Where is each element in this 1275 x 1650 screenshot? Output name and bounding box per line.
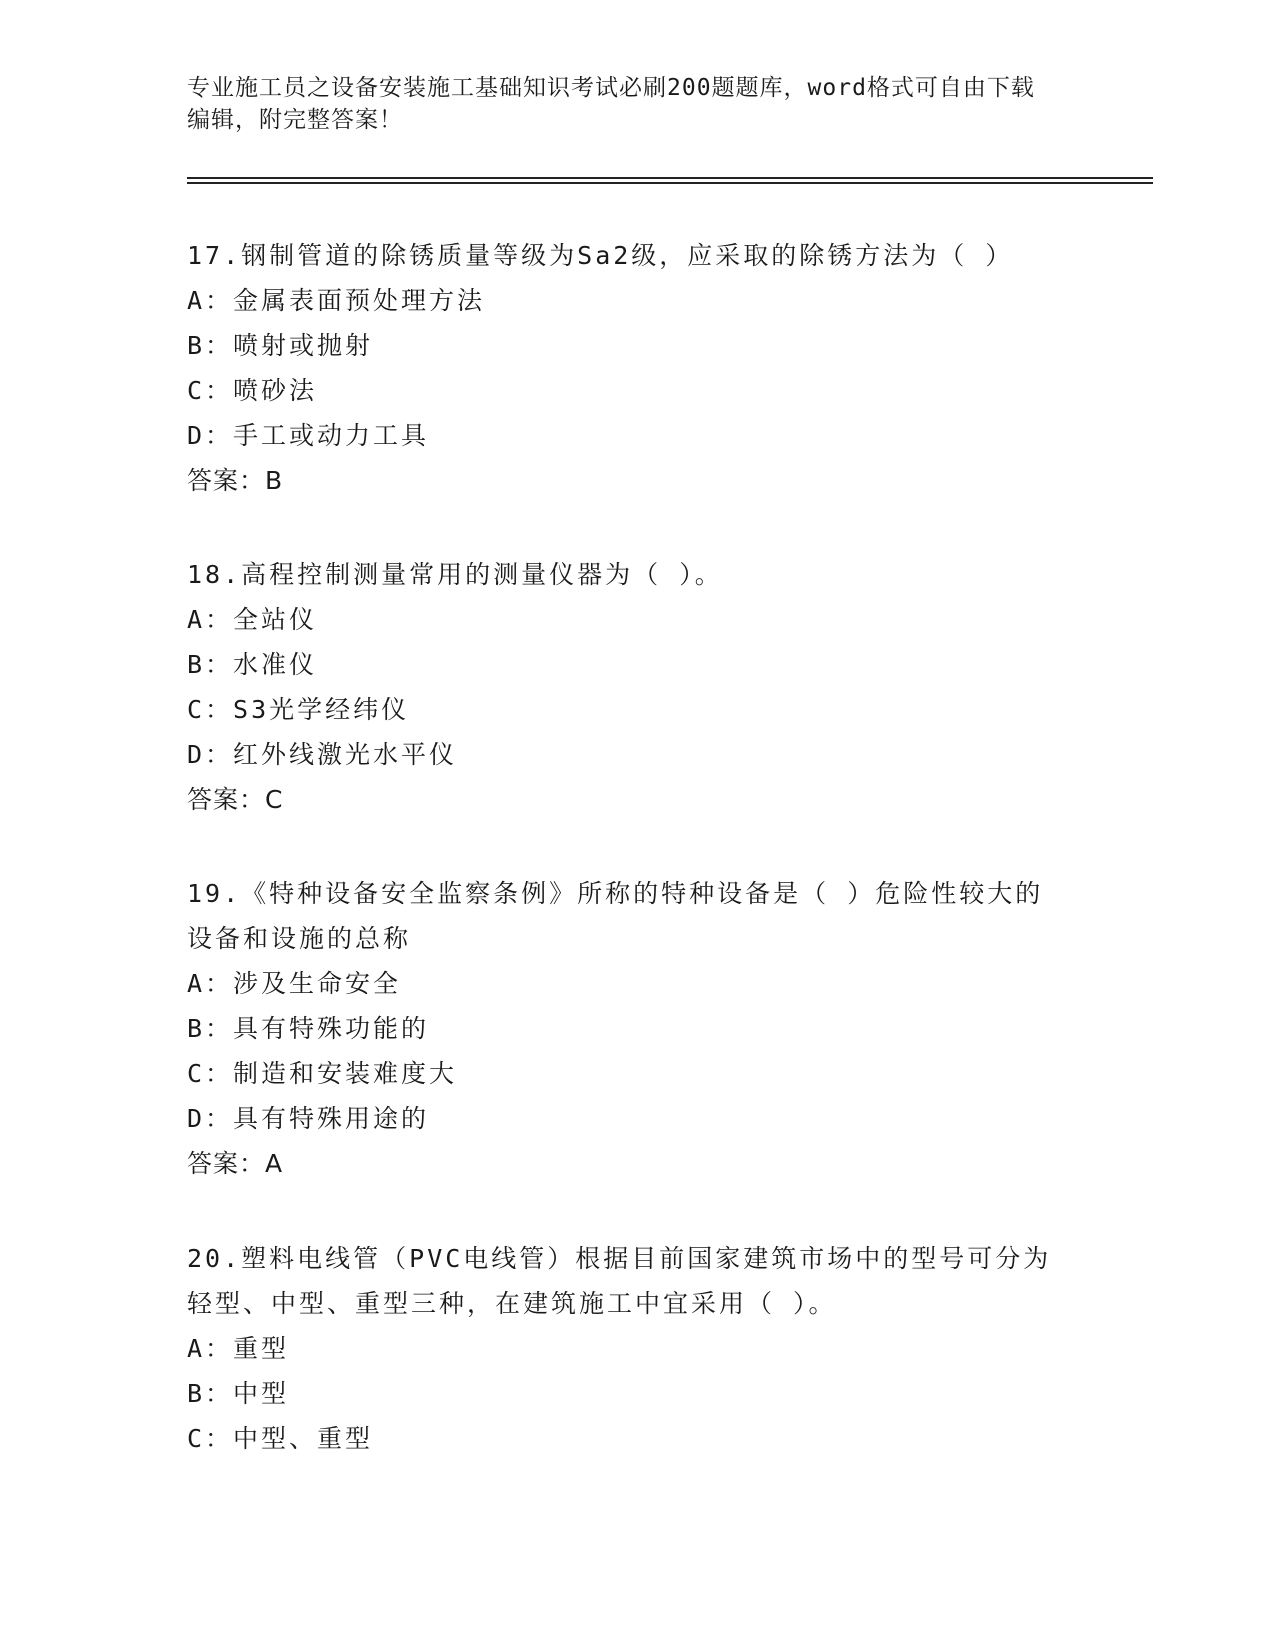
- option-b: B：水准仪: [187, 650, 318, 679]
- header-line-1: 专业施工员之设备安装施工基础知识考试必刷200题题库，word格式可自由下载: [187, 75, 1035, 101]
- question-18: [187, 552, 1087, 822]
- answer-line: 答案：B: [187, 466, 284, 495]
- question-stem: 17.钢制管道的除锈质量等级为Sa2级，应采取的除锈方法为（ ）: [187, 241, 1014, 270]
- header-divider-bottom: [187, 182, 1153, 184]
- question-20: [187, 1236, 1087, 1461]
- option-b: B：中型: [187, 1379, 290, 1408]
- option-d: D：具有特殊用途的: [187, 1104, 430, 1133]
- option-d: D：红外线激光水平仪: [187, 740, 458, 769]
- question-19: [187, 871, 1087, 1186]
- question-stem-line-2: 轻型、中型、重型三种，在建筑施工中宜采用（ ）。: [187, 1289, 837, 1318]
- option-b: B：喷射或抛射: [187, 331, 374, 360]
- question-17: [187, 233, 1087, 503]
- option-c: C：中型、重型: [187, 1424, 374, 1453]
- question-stem-line-2: 设备和设施的总称: [187, 924, 412, 953]
- option-a: A：金属表面预处理方法: [187, 286, 486, 315]
- answer-line: 答案：A: [187, 1149, 284, 1178]
- question-stem: 18.高程控制测量常用的测量仪器为（ ）。: [187, 560, 723, 589]
- header-line-2: 编辑，附完整答案！: [187, 107, 403, 133]
- question-stem-line-1: 19.《特种设备安全监察条例》所称的特种设备是（ ）危险性较大的: [187, 879, 1044, 908]
- answer-line: 答案：C: [187, 785, 284, 814]
- document-header: [187, 72, 1067, 136]
- option-b: B：具有特殊功能的: [187, 1014, 430, 1043]
- option-c: C：S3光学经纬仪: [187, 695, 410, 724]
- option-a: A：全站仪: [187, 605, 318, 634]
- question-stem-line-1: 20.塑料电线管（PVC电线管）根据目前国家建筑市场中的型号可分为: [187, 1244, 1052, 1273]
- header-divider-top: [187, 177, 1153, 179]
- option-c: C：喷砂法: [187, 376, 318, 405]
- option-a: A：重型: [187, 1334, 290, 1363]
- option-c: C：制造和安装难度大: [187, 1059, 458, 1088]
- option-d: D：手工或动力工具: [187, 421, 430, 450]
- option-a: A：涉及生命安全: [187, 969, 402, 998]
